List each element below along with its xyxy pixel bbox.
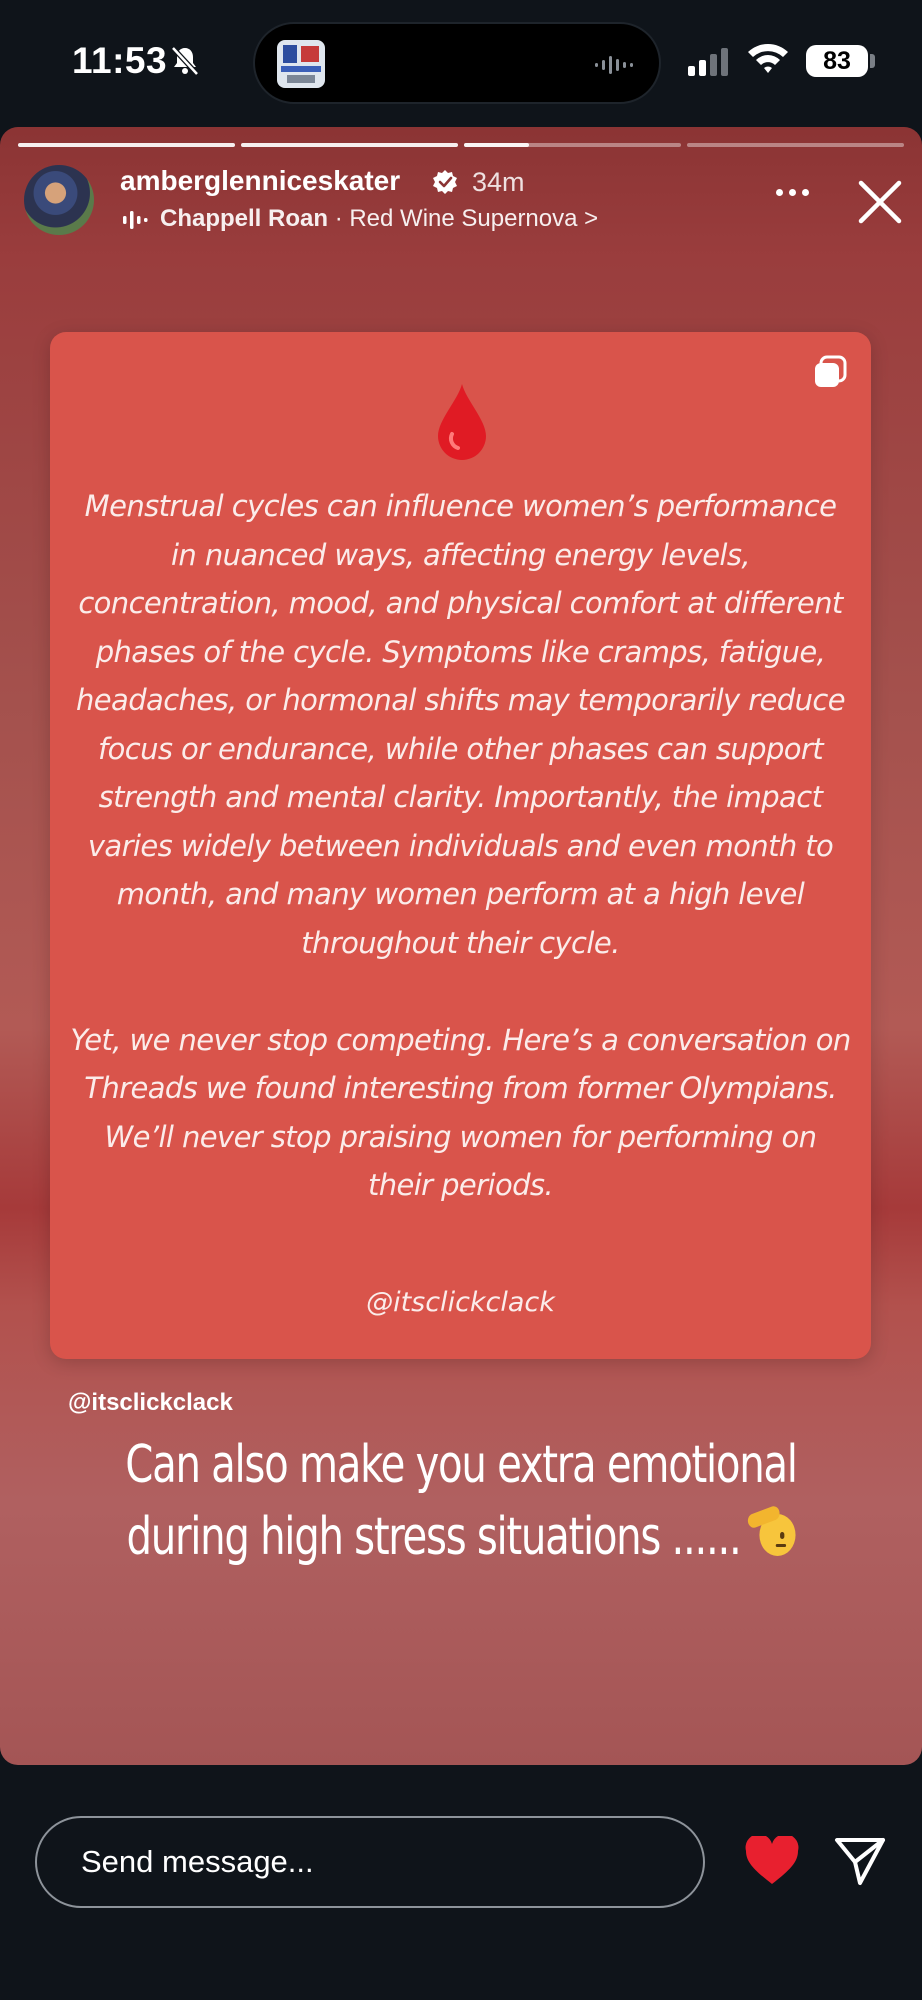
send-message-placeholder: Send message...	[81, 1844, 314, 1879]
status-bar	[0, 0, 922, 125]
music-attribution[interactable]	[122, 205, 598, 233]
story-viewer[interactable]	[0, 127, 922, 1765]
post-handle: @itsclickclack	[366, 1287, 555, 1318]
story-username[interactable]: amberglenniceskater	[120, 165, 401, 196]
avatar[interactable]	[24, 165, 94, 235]
music-title: · Red Wine Supernova >	[334, 205, 599, 232]
battery-tip	[870, 54, 875, 68]
story-age: 34m	[472, 167, 525, 197]
story-caption	[82, 1429, 841, 1573]
cellular-signal-icon	[688, 46, 728, 76]
story-segment	[464, 143, 681, 147]
story-segment	[18, 143, 235, 147]
dynamic-island[interactable]	[253, 22, 661, 104]
send-message-input[interactable]	[35, 1816, 705, 1908]
wifi-icon	[746, 40, 790, 79]
send-paper-plane-icon[interactable]	[834, 1836, 886, 1891]
caption-text: Can also make you extra emotional during high stress situations ......	[125, 1435, 797, 1567]
like-heart-icon[interactable]	[744, 1836, 800, 1891]
more-options-icon[interactable]	[776, 189, 809, 196]
post-paragraph: Menstrual cycles can influence women’s performance in nuanced ways, affecting energy levels, concentration, mood, and physical comfort at different phases of the cycle. Symptoms like cramps, fatigue, headaches, or hormonal shifts may temporarily reduce focus or endurance, while other phases can support strength and mental clarity. Importantly, the impact varies widely between individuals and even month to month, and many women perform at a high level throughout their cycle.	[76, 489, 845, 960]
story-segment	[241, 143, 458, 147]
verified-badge-icon	[432, 169, 458, 200]
now-playing-artwork-icon	[277, 40, 325, 88]
shared-post-card[interactable]	[50, 332, 871, 1359]
blood-drop-icon	[434, 382, 490, 467]
mention-sticker[interactable]: @itsclickclack	[68, 1389, 233, 1416]
post-text	[70, 482, 851, 1258]
carousel-icon	[812, 354, 848, 395]
story-progress-bar	[18, 143, 904, 147]
battery-level: 83	[806, 45, 868, 77]
clock: 11:53	[72, 40, 168, 81]
post-paragraph: Yet, we never stop competing. Here’s a conversation on Threads we found interesting from former Olympians. We’ll never stop praising women for performing on their periods.	[70, 1022, 851, 1202]
close-icon[interactable]	[857, 179, 903, 230]
audio-waveform-icon	[595, 54, 633, 76]
story-segment	[687, 143, 904, 147]
silent-bell-icon	[168, 44, 202, 83]
music-artist: Chappell Roan	[160, 205, 329, 232]
saluting-face-emoji-icon	[747, 1508, 795, 1560]
